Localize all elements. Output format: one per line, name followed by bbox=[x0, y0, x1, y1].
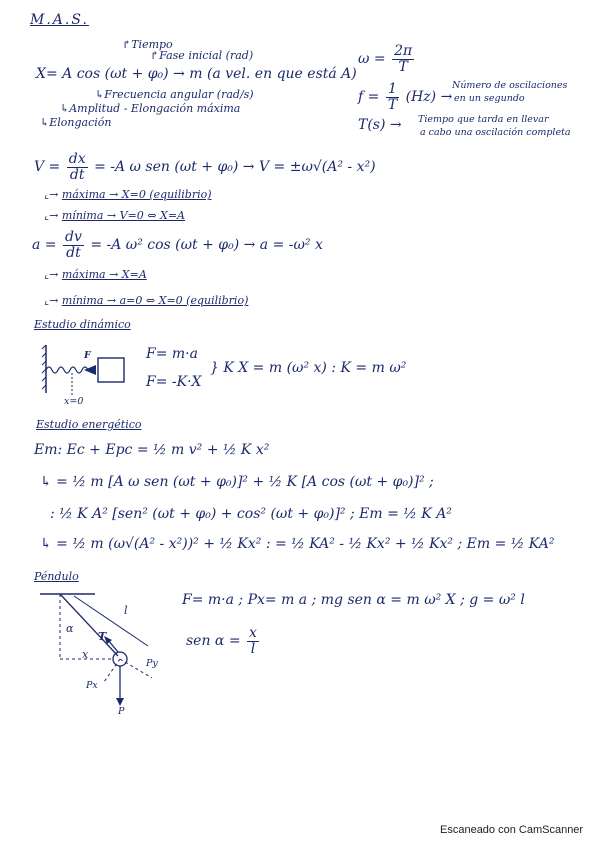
force-arrow-icon bbox=[84, 365, 96, 375]
velocity-den: dt bbox=[69, 166, 85, 183]
annotation-fase: ↱Fase inicial (rad) bbox=[150, 49, 254, 62]
acceleration-max: ⌞→ máxima → X=A bbox=[44, 268, 147, 281]
spring-x-label: x=0 bbox=[64, 396, 84, 407]
acceleration-lhs: a = bbox=[32, 237, 57, 254]
dinamico-heading: Estudio dinámico bbox=[34, 318, 131, 331]
energetico-line4: ↳ = ½ m (ω√(A² - x²))² + ½ Kx² : = ½ KA² - ½ Kx² + ½ Kx² ; Em = ½ KA² bbox=[40, 536, 555, 552]
pendulo-eq2-den: l bbox=[250, 640, 256, 657]
pendulo-eq2-lhs: sen α = bbox=[186, 633, 241, 650]
annotation-elongacion-text: Elongación bbox=[49, 116, 112, 129]
period-formula: T(s) → bbox=[358, 117, 402, 133]
pendulo-heading: Péndulo bbox=[34, 570, 79, 583]
energetico-heading: Estudio energético bbox=[36, 418, 142, 431]
page-title: M.A.S. bbox=[30, 12, 89, 28]
pendulo-eq2-fraction bbox=[247, 626, 259, 656]
energetico-line1: Em: Ec + Epc = ½ m v² + ½ K x² bbox=[34, 442, 270, 458]
f-note-2: en un segundo bbox=[454, 93, 525, 104]
annotation-frecuencia-text: Frecuencia angular (rad/s) bbox=[104, 88, 254, 101]
acceleration-min-text: mínima → a=0 ⇔ X=0 (equilibrio) bbox=[61, 294, 249, 307]
velocity-max: ⌞→ máxima → X=0 (equilibrio) bbox=[44, 188, 212, 201]
acceleration-rhs: = -A ω² cos (ωt + φ₀) → a = -ω² x bbox=[90, 237, 323, 254]
velocity-min: ⌞→ mínima → V=0 ⇔ X=A bbox=[44, 209, 185, 222]
velocity-lhs: V = bbox=[34, 159, 61, 176]
omega-lhs: ω = bbox=[358, 51, 386, 68]
acceleration-num: dv bbox=[64, 229, 82, 245]
f-fraction bbox=[386, 82, 399, 112]
f-note-1: Número de oscilaciones bbox=[452, 80, 568, 91]
annotation-fase-text: Fase inicial (rad) bbox=[159, 49, 254, 62]
velocity-num: dx bbox=[68, 151, 86, 167]
annotation-amplitud: ↳Amplitud - Elongación máxima bbox=[60, 102, 241, 115]
pendulo-eq2-num: x bbox=[249, 625, 257, 641]
f-unit: (Hz) → bbox=[405, 89, 453, 106]
annotation-elongacion: ↳Elongación bbox=[40, 116, 112, 129]
velocity-min-text: mínima → V=0 ⇔ X=A bbox=[61, 209, 185, 222]
pendulum-px-label: Px bbox=[86, 680, 98, 691]
pendulum-x-label: x bbox=[82, 648, 89, 661]
pendulum-alpha-label: α bbox=[66, 622, 74, 635]
pendulo-eq1: F= m·a ; Px= m a ; mg sen α = m ω² X ; g = ω² l bbox=[182, 592, 525, 608]
pendulum-p-label: P bbox=[118, 706, 125, 717]
annotation-tiempo-text: Tiempo bbox=[131, 38, 173, 51]
annotation-frecuencia: ↳Frecuencia angular (rad/s) bbox=[95, 88, 254, 101]
pendulum-t-label: T bbox=[98, 630, 107, 643]
omega-den: T bbox=[398, 58, 408, 75]
t-note-2: a cabo una oscilación completa bbox=[420, 127, 571, 138]
acceleration-max-text: máxima → X=A bbox=[61, 268, 147, 281]
frequency-formula bbox=[358, 82, 452, 112]
omega-num: 2π bbox=[394, 43, 413, 59]
acceleration-equation bbox=[32, 230, 323, 260]
omega-fraction bbox=[392, 44, 414, 74]
pendulo-eq2 bbox=[186, 626, 261, 656]
pendulum-l-label: l bbox=[124, 604, 128, 617]
dinamico-result: } K X = m (ω² x) : K = m ω² bbox=[210, 360, 407, 376]
t-note-1: Tiempo que tarda en llevar bbox=[418, 114, 549, 125]
velocity-fraction bbox=[67, 152, 88, 182]
acceleration-min: ⌞→ mínima → a=0 ⇔ X=0 (equilibrio) bbox=[44, 294, 249, 307]
equation-position: X= A cos (ωt + φ₀) → m (a vel. en que está A) bbox=[36, 66, 357, 82]
velocity-rhs: = -A ω sen (ωt + φ₀) → V = ±ω√(A² - x²) bbox=[94, 159, 376, 176]
acceleration-fraction bbox=[63, 230, 84, 260]
px-dash bbox=[104, 659, 120, 682]
pendulum-diagram bbox=[40, 590, 180, 720]
scanner-watermark: Escaneado con CamScanner bbox=[440, 824, 584, 836]
spring-f-label: F bbox=[84, 350, 91, 361]
acceleration-den: dt bbox=[66, 244, 81, 261]
spring-coil bbox=[46, 367, 88, 373]
annotation-tiempo: ↱Tiempo bbox=[122, 38, 173, 51]
omega-formula bbox=[358, 44, 416, 74]
f-lhs: f = bbox=[358, 89, 380, 106]
velocity-equation bbox=[34, 152, 376, 182]
weight-arrow-icon bbox=[116, 698, 124, 706]
f-num: 1 bbox=[388, 81, 397, 97]
energetico-line2: ↳ = ½ m [A ω sen (ωt + φ₀)]² + ½ K [A cos (ωt + φ₀)]² ; bbox=[40, 474, 434, 490]
velocity-max-text: máxima → X=0 (equilibrio) bbox=[61, 188, 212, 201]
energetico-line3: : ½ K A² [sen² (ωt + φ₀) + cos² (ωt + φ₀)]² ; Em = ½ K A² bbox=[50, 506, 452, 522]
annotation-amplitud-text: Amplitud - Elongación máxima bbox=[69, 102, 241, 115]
pendulum-py-label: Py bbox=[146, 658, 158, 669]
dinamico-eq1: F= m·a bbox=[146, 346, 198, 362]
f-den: T bbox=[387, 96, 398, 113]
dinamico-eq2: F= -K·X bbox=[146, 374, 202, 390]
mass-block bbox=[98, 358, 124, 382]
